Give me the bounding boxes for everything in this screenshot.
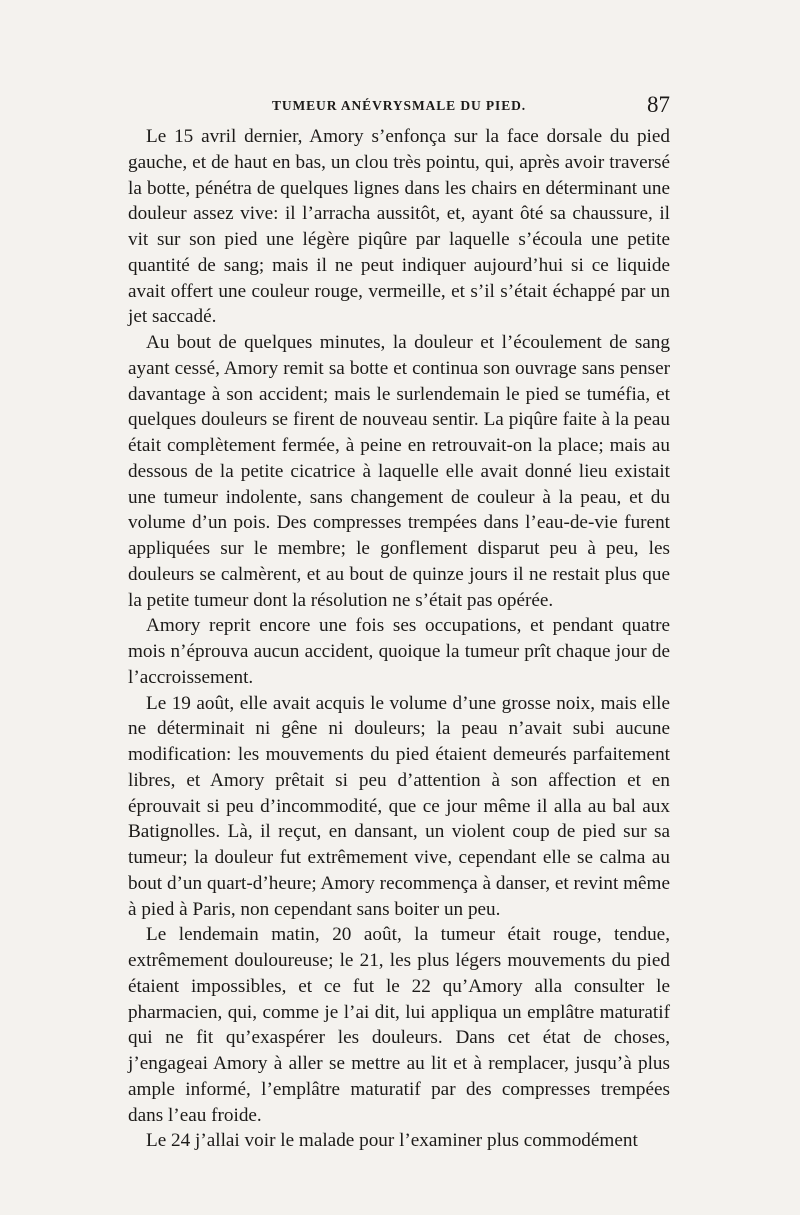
paragraph-2: Au bout de quelques minutes, la douleur et l’écoulement de sang ayant cessé, Amory remit sa botte et continua son ouvrage sans penser davantage à son accident; mais le surlendemain le pied se tuméfia, et quelques douleurs se firent de nouveau sentir. La piqûre faite à la peau était complètement fermée, à peine en retrouvait-on la place; mais au dessous de la petite cicatrice à laquelle elle avait donné lieu existait une tumeur indolente, sans changement de couleur à la peau, et du volume d’un pois. Des compresses trempées dans l’eau-de-vie furent appliquées sur le membre; le gonflement disparut peu à peu, les douleurs se calmèrent, et au bout de quinze jours il ne restait plus que la petite tumeur dont la résolution ne s’était pas opérée. [128,332,670,611]
body-text [128,124,670,1154]
paragraph-3: Amory reprit encore une fois ses occupations, et pendant quatre mois n’éprouva aucun accident, quoique la tumeur prît chaque jour de l’accroissement. [128,615,670,688]
paragraph-6: Le 24 j’allai voir le malade pour l’examiner plus commodément [146,1130,638,1152]
page-number: 87 [647,92,670,117]
page-header [128,86,670,124]
running-title: TUMEUR ANÉVRYSMALE DU PIED. [271,98,527,113]
book-page [128,86,670,1154]
paragraph-1: Le 15 avril dernier, Amory s’enfonça sur la face dorsale du pied gauche, et de haut en bas, un clou très pointu, qui, après avoir traversé la botte, pénétra de quelques lignes dans les chairs en déterminant une douleur assez vive: il l’arracha aussitôt, et, ayant ôté sa chaussure, il vit sur son pied une légère piqûre par laquelle s’écoula une petite quantité de sang; mais il ne peut indiquer aujourd’hui si ce liquide avait offert une couleur rouge, vermeille, et s’il s’était échappé par un jet saccadé. [128,126,670,328]
paragraph-4: Le 19 août, elle avait acquis le volume d’une grosse noix, mais elle ne déterminait ni gêne ni douleurs; la peau n’avait subi aucune modification: les mouvements du pied étaient demeurés parfaitement libres, et Amory prêtait si peu d’attention à son affection et en éprouvait si peu d’incommodité, que ce jour même il alla au bal aux Batignolles. Là, il reçut, en dansant, un violent coup de pied sur sa tumeur; la douleur fut extrêmement vive, cependant elle se calma au bout d’un quart-d’heure; Amory recommença à danser, et revint même à pied à Paris, non cependant sans boiter un peu. [128,692,670,920]
paragraph-5: Le lendemain matin, 20 août, la tumeur était rouge, tendue, extrêmement douloureuse; le 21, les plus légers mouvements du pied étaient impossibles, et ce fut le 22 qu’Amory alla consulter le pharmacien, qui, comme je l’ai dit, lui appliqua un emplâtre maturatif qui ne fit qu’exaspérer les douleurs. Dans cet état de choses, j’engageai Amory à aller se mettre au lit et à remplacer, jusqu’à plus ample informé, l’emplâtre maturatif par des compresses trempées dans l’eau froide. [128,924,670,1126]
